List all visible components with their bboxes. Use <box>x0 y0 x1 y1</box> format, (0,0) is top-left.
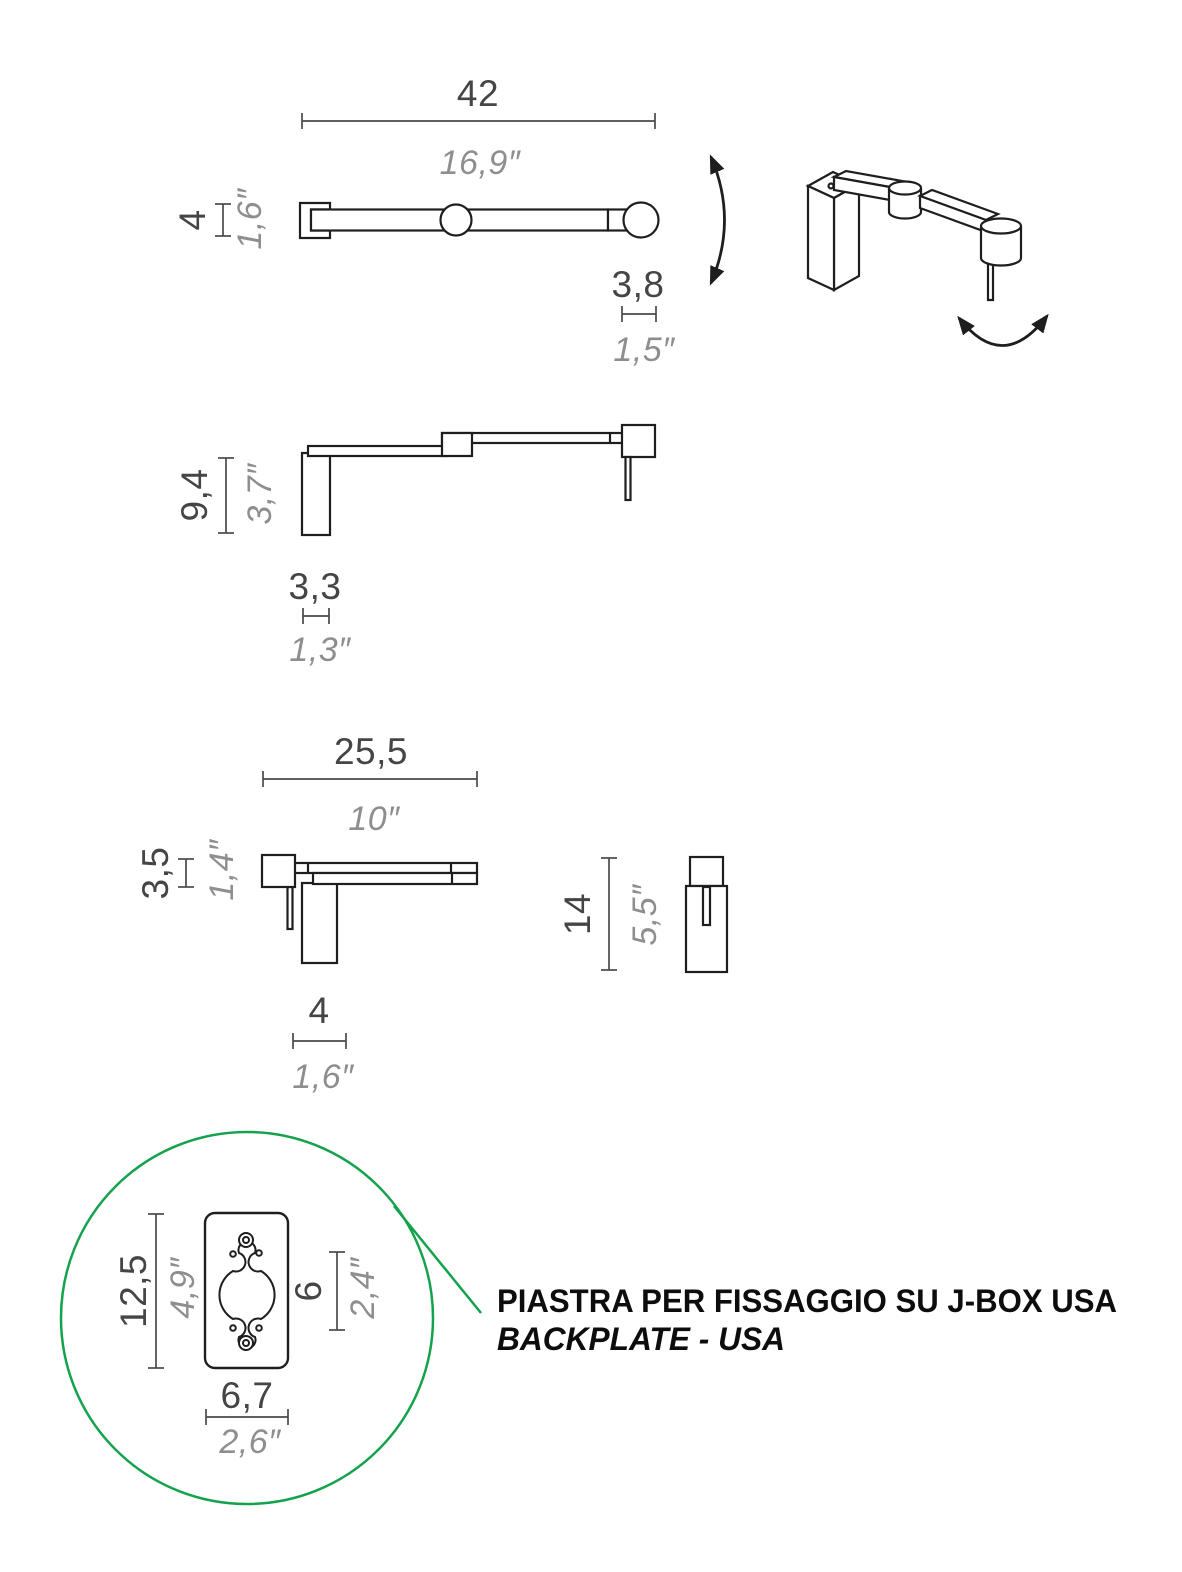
body-height-in: 5,5″ <box>626 884 664 946</box>
plate-holes-cm: 6 <box>288 1280 329 1302</box>
head-rod <box>626 457 631 500</box>
front-width-dimension <box>302 73 655 182</box>
knob-dimension <box>612 264 676 369</box>
body-element <box>557 857 727 972</box>
folded-width-cm: 25,5 <box>333 731 409 772</box>
pin-hole-top-right <box>256 1250 262 1256</box>
folded-width-in: 10″ <box>348 800 400 838</box>
pin-hole-bottom-left <box>230 1325 236 1331</box>
wall-mount-body <box>302 883 337 963</box>
folded-view <box>135 731 727 1096</box>
folded-mount-cm: 4 <box>308 990 330 1031</box>
body-slot <box>703 887 710 925</box>
knob-cm: 3,8 <box>611 264 665 305</box>
front-view <box>172 73 725 369</box>
folded-view-drawing <box>262 855 477 963</box>
perspective-view <box>808 171 1047 346</box>
plate-width-dimension <box>206 1375 288 1461</box>
screw-hole-bottom-inner <box>243 1340 249 1346</box>
side-depth-cm: 9,4 <box>174 468 215 522</box>
front-height-cm: 4 <box>172 209 213 231</box>
folded-width-dimension <box>263 731 477 838</box>
side-mount-dimension <box>289 566 352 669</box>
plate-holes-dimension <box>288 1252 382 1330</box>
body-height-cm: 14 <box>557 892 598 936</box>
rotation-swing-arrow <box>959 316 1047 346</box>
upper-arm <box>293 863 477 873</box>
body-top-cap <box>690 857 723 886</box>
caption-line2: BACKPLATE - USA <box>497 1321 785 1357</box>
backplate-detail <box>61 1132 481 1504</box>
mid-cylinder-top <box>889 182 921 195</box>
head-rod <box>288 887 293 929</box>
folded-height-in: 1,4″ <box>203 839 241 901</box>
folded-height-dimension <box>135 839 241 901</box>
caption-line1: PIASTRA PER FISSAGGIO SU J-BOX USA <box>497 1283 1117 1319</box>
hanging-rod <box>988 264 993 300</box>
knob-in: 1,5″ <box>613 331 675 369</box>
plate-height-dimension <box>113 1214 202 1368</box>
folded-mount-dimension <box>292 990 354 1096</box>
caption <box>497 1283 1117 1357</box>
vertical-swing-arrow <box>711 157 725 283</box>
plate-height-in: 4,9″ <box>164 1257 202 1319</box>
front-view-drawing <box>300 203 659 239</box>
lower-arm <box>308 446 447 456</box>
side-view <box>174 425 655 669</box>
plate-height-cm: 12,5 <box>113 1253 154 1329</box>
lamp-head <box>622 425 655 457</box>
plate-width-in: 2,6″ <box>219 1423 281 1461</box>
end-cylinder-top <box>981 219 1021 234</box>
side-mount-cm: 3,3 <box>288 566 342 607</box>
screw-hole-top-inner <box>243 1237 249 1243</box>
detail-leader-line <box>394 1206 481 1313</box>
folded-height-cm: 3,5 <box>135 846 176 900</box>
front-width-in: 16,9″ <box>439 144 521 182</box>
plate-width-cm: 6,7 <box>220 1375 274 1416</box>
pin-hole-bottom-right <box>256 1325 262 1331</box>
side-view-drawing <box>302 425 655 535</box>
front-width-cm: 42 <box>456 73 500 114</box>
side-depth-dimension <box>174 458 279 533</box>
front-height-dimension <box>172 188 269 250</box>
wall-mount-body <box>302 453 330 535</box>
side-mount-in: 1,3″ <box>289 631 351 669</box>
front-height-in: 1,6″ <box>231 188 269 250</box>
lamp-head <box>262 855 295 887</box>
pivot-joint-block <box>442 433 472 456</box>
side-depth-in: 3,7″ <box>241 463 279 525</box>
plate-holes-in: 2,4″ <box>344 1257 382 1319</box>
mount-box-front <box>808 186 834 290</box>
pivot-knob <box>441 205 472 236</box>
mount-box-side <box>834 184 859 290</box>
pin-hole-top-left <box>230 1251 236 1257</box>
end-ball <box>624 203 659 238</box>
folded-mount-in: 1,6″ <box>292 1058 354 1096</box>
